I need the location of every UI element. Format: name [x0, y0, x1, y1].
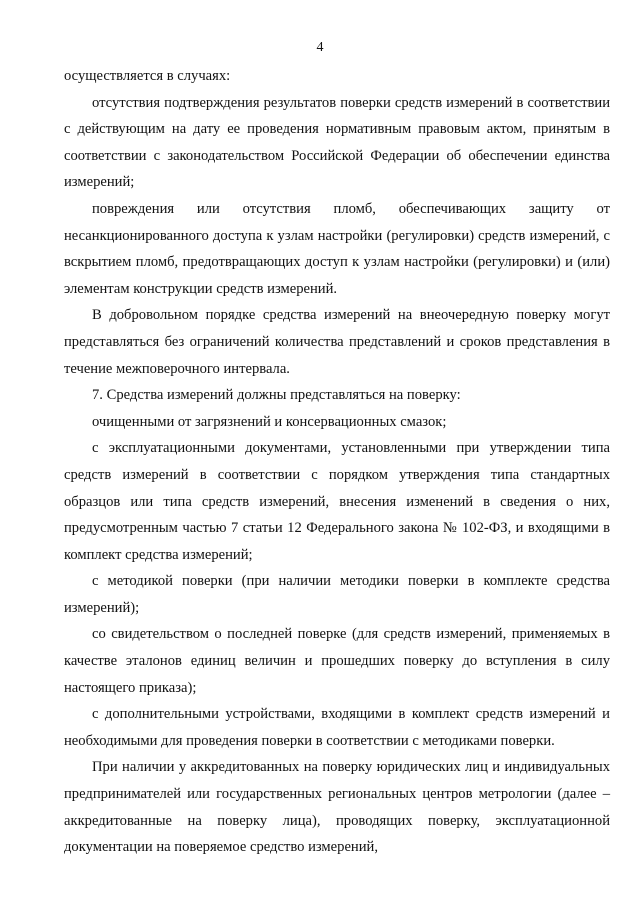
- paragraph-accredited: При наличии у аккредитованных на поверку юридических лиц и индивидуальных предпринимателей или государственных региональных центров метрологии (далее – аккредитованные на поверку лица), проводящих поверку, эксплуатационной документации на поверяемое средство измерений,: [64, 759, 610, 856]
- paragraph-operating-docs: с эксплуатационными документами, установленными при утверждении типа средств измерений в соответствии с порядком утверждения типа стандартных образцов или типа средств измерений, внесения изменений в сведения о них, предусмотренным частью 7 статьи 12 Федерального закона № 102-ФЗ, и входящими в комплект средства измерений;: [64, 440, 610, 563]
- paragraph-extra-devices: с дополнительными устройствами, входящими в комплект средств измерений и необходимыми для проведения поверки в соответствии с методиками поверки.: [64, 706, 610, 749]
- paragraph-section-7: 7. Средства измерений должны представляться на поверку:: [92, 387, 461, 404]
- paragraph-voluntary: В добровольном порядке средства измерений на внеочередную поверку могут представляться без ограничений количества представлений и сроков представления в течение межповерочного интервала.: [64, 307, 610, 377]
- paragraph-seal-damage: повреждения или отсутствия пломб, обеспечивающих защиту от несанкционированного доступа к узлам настройки (регулировки) средств измерений, с вскрытием пломб, предотвращающих доступ к узлам настройки (регулировки) и (или) элементам конструкции средств измерений.: [64, 200, 610, 297]
- paragraph-no-confirmation: отсутствия подтверждения результатов поверки средств измерений в соответствии с действующим на дату ее проведения нормативным правовым актом, принятым в соответствии с законодательством Российской Федерации об обеспечении единства измерений;: [64, 94, 610, 191]
- paragraph-certificate: со свидетельством о последней поверке (для средств измерений, применяемых в качестве эталонов единиц величин и прошедших поверку до вступления в силу настоящего приказа);: [64, 626, 610, 696]
- body-text: [64, 63, 610, 861]
- page-number: 4: [316, 40, 324, 55]
- paragraph-intro: осуществляется в случаях:: [64, 68, 231, 84]
- paragraph-cleaned: очищенными от загрязнений и консервационных смазок;: [92, 413, 447, 430]
- paragraph-methodology: с методикой поверки (при наличии методики поверки в комплекте средства измерений);: [64, 573, 610, 616]
